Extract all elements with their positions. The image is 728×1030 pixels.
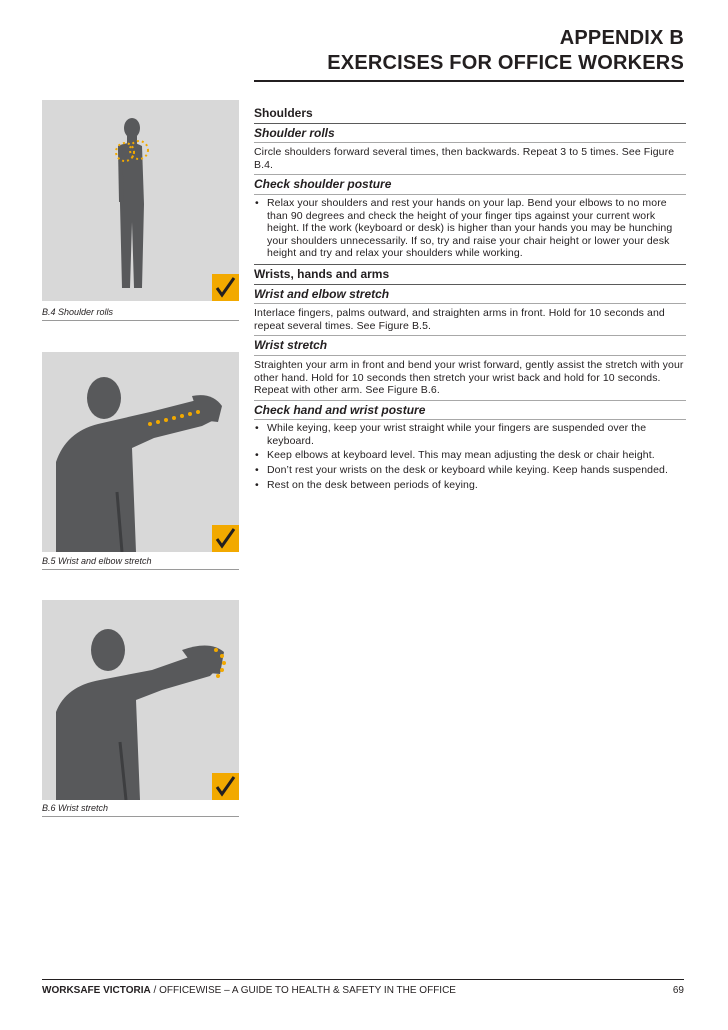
list-item: • Rest on the desk between periods of keying. <box>254 479 686 492</box>
shoulder-rolls-text: Circle shoulders forward several times, then backwards. Repeat 3 to 5 times. See Figure B.4. <box>254 146 675 171</box>
figure-wrist-elbow-stretch <box>42 352 239 552</box>
subsection-title-shoulder-posture: Check shoulder posture <box>254 177 392 192</box>
subsection-title-shoulder-rolls: Shoulder rolls <box>254 125 335 140</box>
footer-doc-title: OFFICEWISE – A GUIDE TO HEALTH & SAFETY IN THE OFFICE <box>159 985 456 996</box>
section-title-wrists: Wrists, hands and arms <box>254 266 390 281</box>
footer <box>42 985 456 996</box>
check-icon <box>212 274 239 301</box>
check-icon <box>212 773 239 800</box>
page-number: 69 <box>672 985 684 996</box>
subsection-title-hand-wrist-posture: Check hand and wrist posture <box>254 402 426 417</box>
caption-divider <box>42 320 239 321</box>
list-item: • Keep elbows at keyboard level. This may mean adjusting the desk or chair height. <box>254 449 686 462</box>
section-title-shoulders: Shoulders <box>254 106 313 120</box>
appendix-label: APPENDIX B <box>559 27 684 49</box>
list-item: • While keying, keep your wrist straight while your fingers are suspended over the keyboard. <box>254 422 686 447</box>
shoulder-posture-list <box>254 195 686 264</box>
footer-divider <box>42 979 684 980</box>
figure-caption: B.6 Wrist stretch <box>42 803 109 813</box>
subsection-title-wrist-elbow-stretch: Wrist and elbow stretch <box>254 286 390 301</box>
list-item: • Relax your shoulders and rest your hands on your lap. Bend your elbows to no more than 90 degrees and check the height of your finger tips against your current work height. If the work (keyboard or desk) is higher than your hands you may be hunching your shoulders unnecessarily. If so, try and raise your chair height or lower your desk height and try and relax your shoulders while working. <box>254 197 686 260</box>
page-title: EXERCISES FOR OFFICE WORKERS <box>327 52 684 74</box>
wrist-stretch-text: Straighten your arm in front and bend your wrist forward, gently assist the stretch with your other hand. Hold for 10 seconds then stretch your wrist back and hold for 10 seconds. Repeat with other arm. See Figure B.6. <box>254 358 684 397</box>
caption-divider <box>42 569 239 570</box>
subsection-title-wrist-stretch: Wrist stretch <box>254 338 328 353</box>
shoulder-rolls-illustration <box>42 100 239 301</box>
hand-wrist-posture-list <box>254 420 686 495</box>
footer-org: WORKSAFE VICTORIA <box>42 985 151 996</box>
check-icon <box>212 525 239 552</box>
wrist-elbow-stretch-text: Interlace fingers, palms outward, and straighten arms in front. Hold for 10 seconds and repeat several times. See Figure B.5. <box>254 307 665 332</box>
content-column <box>254 104 686 495</box>
header-divider <box>254 80 684 82</box>
caption-divider <box>42 816 239 817</box>
wrist-elbow-stretch-illustration <box>42 352 239 552</box>
wrist-stretch-illustration <box>42 600 239 800</box>
figure-caption: B.5 Wrist and elbow stretch <box>42 556 152 566</box>
list-item: • Don’t rest your wrists on the desk or keyboard while keying. Keep hands suspended. <box>254 464 686 477</box>
figure-wrist-stretch <box>42 600 239 800</box>
footer-separator: / <box>153 985 157 996</box>
figure-caption: B.4 Shoulder rolls <box>42 307 114 317</box>
figure-shoulder-rolls <box>42 100 239 301</box>
